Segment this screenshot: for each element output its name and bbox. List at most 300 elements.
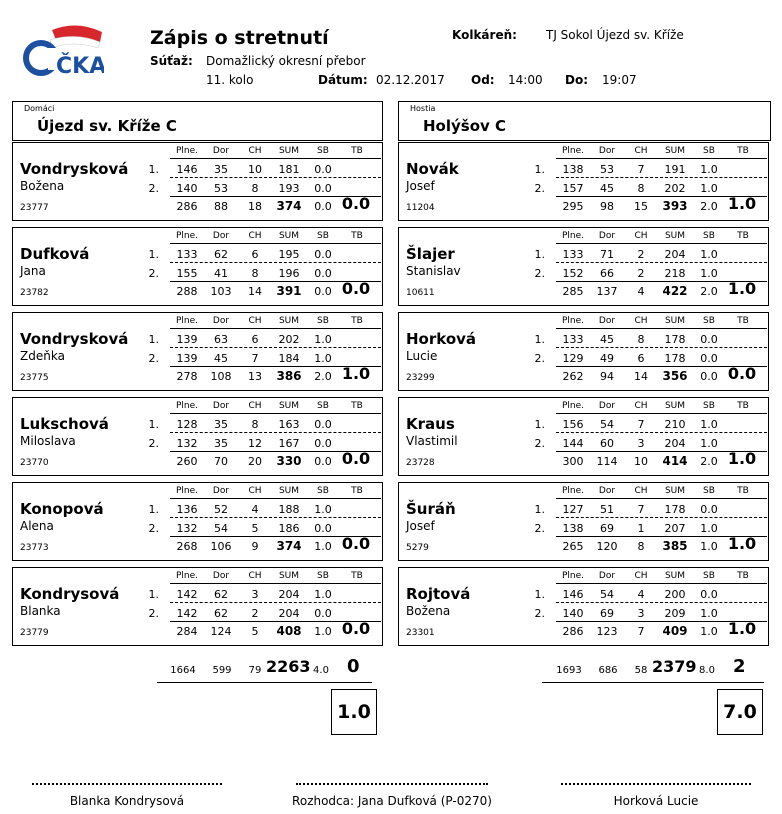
home-role-label: Domáci <box>24 104 55 113</box>
column-header: SB <box>317 316 329 326</box>
row-divider <box>170 347 381 348</box>
column-header: SB <box>703 571 715 581</box>
referee-name: Rozhodca: Jana Dufková (P-0270) <box>292 794 492 808</box>
total-cell: 137 <box>596 285 618 298</box>
score-cell: 140 <box>176 182 198 195</box>
team-points: 1.0 <box>727 449 757 468</box>
total-cell: 414 <box>662 454 688 468</box>
column-header: SUM <box>278 146 300 156</box>
header-rule <box>170 158 381 159</box>
column-header: Plne. <box>175 401 199 411</box>
score-cell: 218 <box>664 267 686 280</box>
column-header: Plne. <box>175 571 199 581</box>
column-header: SUM <box>664 571 686 581</box>
header-rule <box>556 498 767 499</box>
total-cell: 20 <box>248 455 262 468</box>
column-header: Dor <box>212 231 230 241</box>
score-cell: 163 <box>278 418 300 431</box>
score-cell: 157 <box>562 182 584 195</box>
score-cell: 184 <box>278 352 300 365</box>
total-cell: 1.0 <box>314 540 332 553</box>
total-cell: 2.0 <box>700 455 718 468</box>
home-total-plne: 1664 <box>170 665 196 676</box>
row-divider <box>170 177 381 178</box>
throw-number: 1. <box>534 503 545 516</box>
column-header: Dor <box>598 401 616 411</box>
score-cell: 0.0 <box>314 182 332 195</box>
column-header: Plne. <box>175 231 199 241</box>
score-cell: 54 <box>214 522 228 535</box>
header-rule <box>556 413 767 414</box>
throw-number: 2. <box>534 352 545 365</box>
score-cell: 53 <box>214 182 228 195</box>
throw-number: 2. <box>148 607 159 620</box>
score-cell: 53 <box>600 163 614 176</box>
total-cell: 1.0 <box>700 540 718 553</box>
guest-player-box <box>398 227 769 306</box>
score-cell: 0.0 <box>314 437 332 450</box>
total-cell: 14 <box>248 285 262 298</box>
score-cell: 0.0 <box>314 607 332 620</box>
throw-number: 2. <box>148 267 159 280</box>
score-cell: 204 <box>664 248 686 261</box>
player-firstname: Božena <box>406 604 451 618</box>
column-header: SUM <box>278 231 300 241</box>
total-cell: 391 <box>276 284 302 298</box>
total-cell: 286 <box>176 200 198 213</box>
column-header: CH <box>634 146 648 156</box>
column-header: Dor <box>598 571 616 581</box>
home-total-sb: 4.0 <box>313 665 329 676</box>
player-id: 23299 <box>406 373 435 383</box>
team-points: 1.0 <box>727 619 757 638</box>
guest-total-plne: 1693 <box>556 665 582 676</box>
header-rule <box>170 413 381 414</box>
score-cell: 4 <box>251 503 259 516</box>
player-firstname: Josef <box>406 519 435 533</box>
score-cell: 10 <box>248 163 262 176</box>
home-total-ch: 79 <box>248 665 262 676</box>
total-cell: 278 <box>176 370 198 383</box>
score-cell: 8 <box>251 267 259 280</box>
score-cell: 138 <box>562 522 584 535</box>
score-cell: 144 <box>562 437 584 450</box>
score-cell: 0.0 <box>700 333 718 346</box>
score-cell: 146 <box>176 163 198 176</box>
date-label: Dátum: <box>318 73 368 87</box>
score-cell: 51 <box>600 503 614 516</box>
column-header: CH <box>248 316 262 326</box>
total-cell: 1.0 <box>314 625 332 638</box>
score-cell: 71 <box>600 248 614 261</box>
column-header: TB <box>737 571 749 581</box>
throw-number: 1. <box>148 503 159 516</box>
score-cell: 62 <box>214 248 228 261</box>
column-header: TB <box>737 146 749 156</box>
total-cell: 15 <box>634 200 648 213</box>
guest-player-box <box>398 482 769 561</box>
start-label: Od: <box>471 73 495 87</box>
column-header: Dor <box>212 486 230 496</box>
score-cell: 3 <box>637 437 645 450</box>
score-cell: 49 <box>600 352 614 365</box>
score-cell: 209 <box>664 607 686 620</box>
score-cell: 8 <box>251 418 259 431</box>
total-cell: 409 <box>662 624 688 638</box>
column-header: CH <box>248 486 262 496</box>
home-result-box: 1.0 <box>331 689 377 735</box>
column-header: Plne. <box>561 571 585 581</box>
throw-number: 2. <box>148 437 159 450</box>
column-header: Dor <box>598 486 616 496</box>
total-cell: 386 <box>276 369 302 383</box>
column-header: Dor <box>212 146 230 156</box>
throw-number: 1. <box>534 163 545 176</box>
score-cell: 0.0 <box>314 163 332 176</box>
player-id: 5279 <box>406 543 429 553</box>
row-divider <box>556 602 767 603</box>
header-rule <box>556 158 767 159</box>
column-header: SB <box>317 571 329 581</box>
player-id: 10611 <box>406 288 435 298</box>
throw-number: 1. <box>148 163 159 176</box>
row-divider <box>556 432 767 433</box>
score-cell: 200 <box>664 588 686 601</box>
total-cell: 262 <box>562 370 584 383</box>
total-cell: 393 <box>662 199 688 213</box>
sutaz-label: Súťaž: <box>150 54 193 68</box>
throw-number: 2. <box>534 267 545 280</box>
player-id: 23775 <box>20 373 49 383</box>
home-total-tb: 0 <box>347 656 360 677</box>
player-id: 23728 <box>406 458 435 468</box>
team-points: 1.0 <box>727 534 757 553</box>
throw-number: 2. <box>148 522 159 535</box>
score-cell: 138 <box>562 163 584 176</box>
player-surname: Konopová <box>20 500 104 518</box>
page-title: Zápis o stretnutí <box>150 27 329 49</box>
start-value: 14:00 <box>508 73 543 87</box>
score-cell: 127 <box>562 503 584 516</box>
column-header: TB <box>351 146 363 156</box>
guest-player-box <box>398 397 769 476</box>
header-rule <box>170 243 381 244</box>
score-cell: 8 <box>637 182 645 195</box>
player-firstname: Blanka <box>20 604 61 618</box>
score-cell: 195 <box>278 248 300 261</box>
row-divider <box>170 517 381 518</box>
total-cell: 0.0 <box>314 285 332 298</box>
score-cell: 1.0 <box>700 267 718 280</box>
throw-number: 2. <box>534 607 545 620</box>
column-header: SB <box>703 486 715 496</box>
score-cell: 181 <box>278 163 300 176</box>
score-cell: 35 <box>214 163 228 176</box>
end-label: Do: <box>565 73 589 87</box>
column-header: SUM <box>664 316 686 326</box>
home-totals-line <box>157 682 372 683</box>
column-header: TB <box>351 486 363 496</box>
total-cell: 88 <box>214 200 228 213</box>
column-header: CH <box>634 401 648 411</box>
home-total-sum: 2263 <box>266 657 311 676</box>
score-cell: 35 <box>214 437 228 450</box>
score-cell: 69 <box>600 522 614 535</box>
score-cell: 204 <box>664 437 686 450</box>
score-cell: 178 <box>664 333 686 346</box>
score-cell: 178 <box>664 503 686 516</box>
total-cell: 0.0 <box>314 455 332 468</box>
player-firstname: Zdeňka <box>20 349 65 363</box>
team-points: 0.0 <box>727 364 757 383</box>
player-surname: Horková <box>406 330 477 348</box>
total-cell: 13 <box>248 370 262 383</box>
score-cell: 1.0 <box>314 333 332 346</box>
score-cell: 1.0 <box>314 588 332 601</box>
score-cell: 188 <box>278 503 300 516</box>
score-cell: 156 <box>562 418 584 431</box>
row-divider <box>556 177 767 178</box>
referee-signature-line <box>296 783 488 785</box>
total-cell: 356 <box>662 369 688 383</box>
score-cell: 128 <box>176 418 198 431</box>
date-value: 02.12.2017 <box>376 73 445 87</box>
logo-letters: ČKA <box>56 54 104 78</box>
total-cell: 330 <box>276 454 302 468</box>
score-cell: 7 <box>637 163 645 176</box>
row-divider <box>170 432 381 433</box>
total-cell: 124 <box>210 625 232 638</box>
home-total-dor: 599 <box>212 665 232 676</box>
column-header: SUM <box>278 316 300 326</box>
score-cell: 1.0 <box>700 182 718 195</box>
kolkaren-value: TJ Sokol Újezd sv. Kříže <box>546 28 684 42</box>
column-header: Dor <box>598 146 616 156</box>
guest-player-box <box>398 142 769 221</box>
header-rule <box>170 583 381 584</box>
total-cell: 120 <box>596 540 618 553</box>
column-header: CH <box>248 231 262 241</box>
player-id: 11204 <box>406 203 435 213</box>
score-cell: 41 <box>214 267 228 280</box>
throw-number: 1. <box>148 333 159 346</box>
score-cell: 139 <box>176 352 198 365</box>
team-points: 0.0 <box>341 194 371 213</box>
round: 11. kolo <box>206 73 254 87</box>
score-cell: 140 <box>562 607 584 620</box>
column-header: CH <box>634 316 648 326</box>
column-header: SUM <box>278 401 300 411</box>
score-cell: 204 <box>278 588 300 601</box>
total-cell: 8 <box>637 540 645 553</box>
home-player-box <box>12 142 383 221</box>
column-header: Plne. <box>561 146 585 156</box>
score-cell: 1.0 <box>700 607 718 620</box>
total-cell: 108 <box>210 370 232 383</box>
column-header: TB <box>737 316 749 326</box>
guest-signature-line <box>561 783 751 785</box>
player-surname: Kraus <box>406 415 455 433</box>
column-header: SUM <box>278 486 300 496</box>
player-id: 23782 <box>20 288 49 298</box>
total-cell: 300 <box>562 455 584 468</box>
score-cell: 0.0 <box>314 522 332 535</box>
team-points: 0.0 <box>341 279 371 298</box>
total-cell: 286 <box>562 625 584 638</box>
score-cell: 62 <box>214 588 228 601</box>
total-cell: 106 <box>210 540 232 553</box>
score-cell: 2 <box>637 267 645 280</box>
home-player-box <box>12 482 383 561</box>
end-value: 19:07 <box>602 73 637 87</box>
throw-number: 1. <box>148 248 159 261</box>
score-cell: 45 <box>214 352 228 365</box>
column-header: Dor <box>598 231 616 241</box>
home-player-box <box>12 312 383 391</box>
player-id: 23301 <box>406 628 435 638</box>
total-cell: 94 <box>600 370 614 383</box>
score-cell: 45 <box>600 333 614 346</box>
throw-number: 2. <box>148 352 159 365</box>
player-surname: Lukschová <box>20 415 109 433</box>
column-header: SB <box>317 486 329 496</box>
player-firstname: Miloslava <box>20 434 76 448</box>
guest-role-label: Hostia <box>410 104 436 113</box>
player-surname: Rojtová <box>406 585 471 603</box>
player-surname: Dufková <box>20 245 90 263</box>
home-player-box <box>12 567 383 646</box>
score-cell: 0.0 <box>700 588 718 601</box>
column-header: CH <box>248 571 262 581</box>
throw-number: 1. <box>534 588 545 601</box>
player-surname: Vondrysková <box>20 330 129 348</box>
header-rule <box>170 498 381 499</box>
header-rule <box>170 328 381 329</box>
throw-number: 1. <box>534 248 545 261</box>
score-cell: 7 <box>637 503 645 516</box>
score-cell: 1.0 <box>314 503 332 516</box>
score-cell: 6 <box>637 352 645 365</box>
score-cell: 204 <box>278 607 300 620</box>
home-signature-line <box>32 783 222 785</box>
score-cell: 142 <box>176 607 198 620</box>
column-header: Dor <box>212 316 230 326</box>
total-cell: 265 <box>562 540 584 553</box>
column-header: CH <box>248 401 262 411</box>
score-cell: 4 <box>637 588 645 601</box>
score-cell: 186 <box>278 522 300 535</box>
score-cell: 1.0 <box>314 352 332 365</box>
column-header: Plne. <box>561 401 585 411</box>
row-divider <box>170 602 381 603</box>
column-header: Dor <box>212 571 230 581</box>
score-cell: 139 <box>176 333 198 346</box>
home-player-box <box>12 227 383 306</box>
column-header: CH <box>634 231 648 241</box>
column-header: CH <box>634 486 648 496</box>
total-cell: 103 <box>210 285 232 298</box>
guest-captain-name: Horková Lucie <box>613 794 699 808</box>
player-firstname: Vlastimil <box>406 434 458 448</box>
score-cell: 1.0 <box>700 522 718 535</box>
throw-number: 2. <box>148 182 159 195</box>
column-header: SUM <box>664 146 686 156</box>
row-divider <box>556 347 767 348</box>
home-team-name: Újezd sv. Kříže C <box>37 117 177 135</box>
score-cell: 6 <box>251 333 259 346</box>
guest-total-ch: 58 <box>634 665 648 676</box>
guest-team-box <box>398 101 771 141</box>
score-cell: 54 <box>600 418 614 431</box>
column-header: SB <box>703 401 715 411</box>
score-cell: 66 <box>600 267 614 280</box>
score-cell: 132 <box>176 437 198 450</box>
column-header: Dor <box>212 401 230 411</box>
score-cell: 0.0 <box>314 418 332 431</box>
score-cell: 155 <box>176 267 198 280</box>
player-id: 23777 <box>20 203 49 213</box>
total-cell: 295 <box>562 200 584 213</box>
throw-number: 2. <box>534 437 545 450</box>
column-header: Plne. <box>175 146 199 156</box>
score-cell: 196 <box>278 267 300 280</box>
score-cell: 207 <box>664 522 686 535</box>
total-cell: 4 <box>637 285 645 298</box>
score-cell: 1.0 <box>700 163 718 176</box>
total-cell: 285 <box>562 285 584 298</box>
total-cell: 422 <box>662 284 688 298</box>
player-id: 23779 <box>20 628 49 638</box>
column-header: Plne. <box>561 231 585 241</box>
total-cell: 1.0 <box>700 625 718 638</box>
column-header: TB <box>351 231 363 241</box>
throw-number: 1. <box>534 418 545 431</box>
score-cell: 0.0 <box>700 503 718 516</box>
player-surname: Kondrysová <box>20 585 120 603</box>
total-cell: 18 <box>248 200 262 213</box>
sutaz-value: Domažlický okresní přebor <box>206 54 366 68</box>
column-header: Plne. <box>561 486 585 496</box>
team-points: 0.0 <box>341 534 371 553</box>
player-surname: Šlajer <box>406 245 455 263</box>
column-header: SB <box>317 146 329 156</box>
column-header: SUM <box>664 486 686 496</box>
score-cell: 60 <box>600 437 614 450</box>
column-header: SUM <box>278 571 300 581</box>
score-cell: 8 <box>251 182 259 195</box>
total-cell: 123 <box>596 625 618 638</box>
player-firstname: Božena <box>20 179 65 193</box>
home-captain-name: Blanka Kondrysová <box>69 794 185 808</box>
guest-result-box: 7.0 <box>717 689 763 735</box>
total-cell: 408 <box>276 624 302 638</box>
score-cell: 54 <box>600 588 614 601</box>
score-cell: 2 <box>251 607 259 620</box>
header-rule <box>556 583 767 584</box>
score-cell: 193 <box>278 182 300 195</box>
total-cell: 260 <box>176 455 198 468</box>
guest-team-name: Holýšov C <box>423 117 507 135</box>
score-cell: 7 <box>637 418 645 431</box>
score-cell: 63 <box>214 333 228 346</box>
score-cell: 133 <box>562 333 584 346</box>
score-cell: 133 <box>176 248 198 261</box>
column-header: SB <box>317 401 329 411</box>
throw-number: 1. <box>534 333 545 346</box>
player-firstname: Josef <box>406 179 435 193</box>
team-points: 1.0 <box>727 279 757 298</box>
column-header: SB <box>703 231 715 241</box>
